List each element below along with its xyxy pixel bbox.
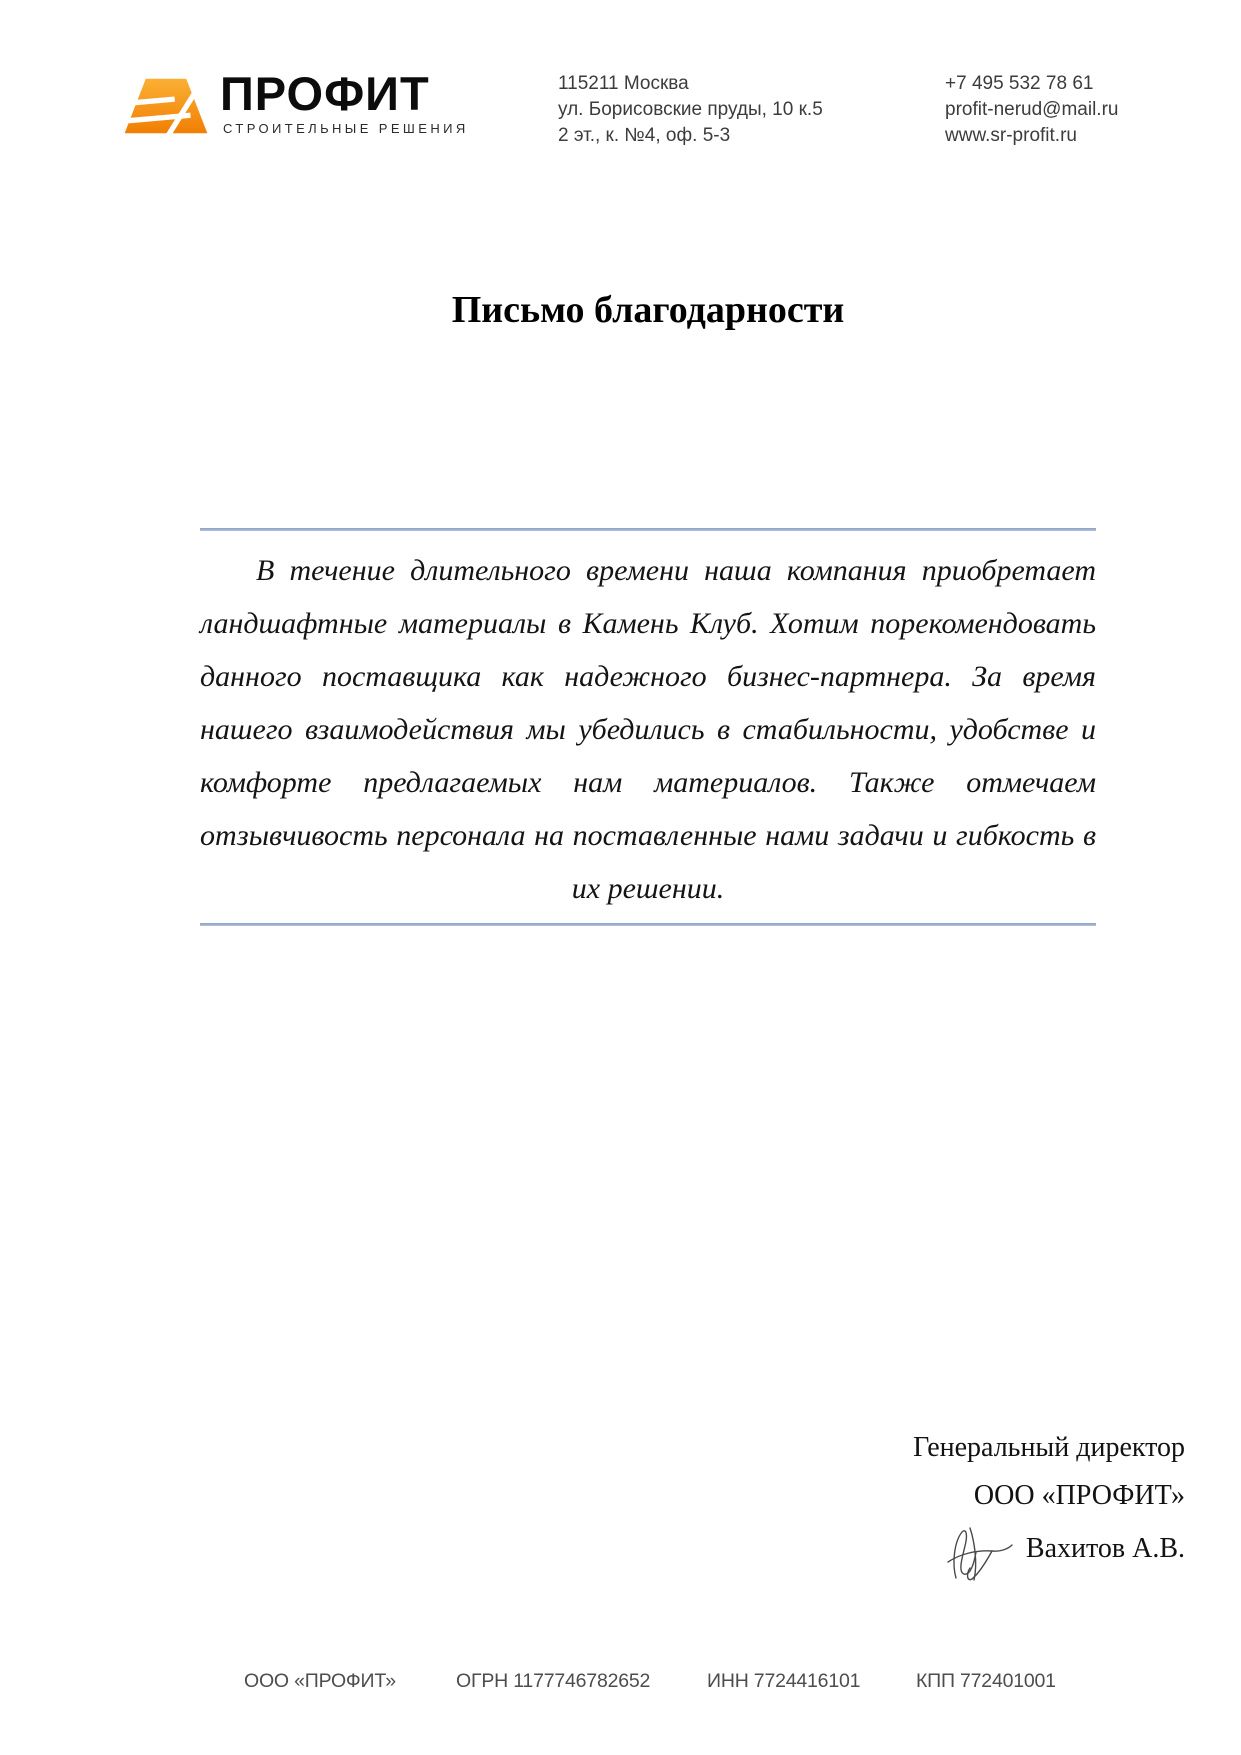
email-address: profit-nerud@mail.ru xyxy=(945,99,1119,120)
signature-block xyxy=(913,1424,1185,1578)
body-line: данного поставщика как надежного бизнес-партнера. За время xyxy=(200,660,1096,693)
signer-company: ООО «ПРОФИТ» xyxy=(973,1480,1185,1511)
signature-scribble xyxy=(942,1524,1016,1584)
letter-body xyxy=(200,544,1096,915)
body-line: нашего взаимодействия мы убедились в стабильности, удобстве и xyxy=(200,713,1096,746)
letter-title: Письмо благодарности xyxy=(451,289,845,331)
logo-company-name: ПРОФИТ xyxy=(220,67,430,120)
body-line: отзывчивость персонала на поставленные нами задачи и гибкость в xyxy=(200,819,1096,852)
signer-position: Генеральный директор xyxy=(913,1432,1185,1463)
footer-company: ООО «ПРОФИТ» xyxy=(244,1670,396,1692)
body-line: В течение длительного времени наша компания приобретает xyxy=(256,554,1096,587)
body-line: их решении. xyxy=(571,872,725,905)
footer-kpp: КПП 772401001 xyxy=(916,1670,1056,1692)
logo-tagline: СТРОИТЕЛЬНЫЕ РЕШЕНИЯ xyxy=(223,121,469,136)
divider-bottom xyxy=(200,923,1096,926)
website-url: www.sr-profit.ru xyxy=(945,125,1077,146)
footer-ogrn: ОГРН 1177746782652 xyxy=(456,1670,651,1692)
divider-top xyxy=(200,528,1096,531)
company-contacts xyxy=(945,71,1118,149)
signature-row xyxy=(913,1520,1185,1578)
body-line: ландшафтные материалы в Камень Клуб. Хотим порекомендовать xyxy=(200,607,1096,640)
phone-number: +7 495 532 78 61 xyxy=(945,73,1094,94)
address-line-1: 115211 Москва xyxy=(558,73,689,94)
address-line-2: ул. Борисовские пруды, 10 к.5 xyxy=(558,99,823,120)
company-address xyxy=(558,71,823,149)
logo-mark-icon xyxy=(122,74,210,138)
address-line-3: 2 эт., к. №4, оф. 5-3 xyxy=(558,125,731,146)
footer-inn: ИНН 7724416101 xyxy=(707,1670,861,1692)
signer-name: Вахитов А.В. xyxy=(1025,1533,1185,1564)
body-line: комфорте предлагаемых нам материалов. Также отмечаем xyxy=(200,766,1096,799)
